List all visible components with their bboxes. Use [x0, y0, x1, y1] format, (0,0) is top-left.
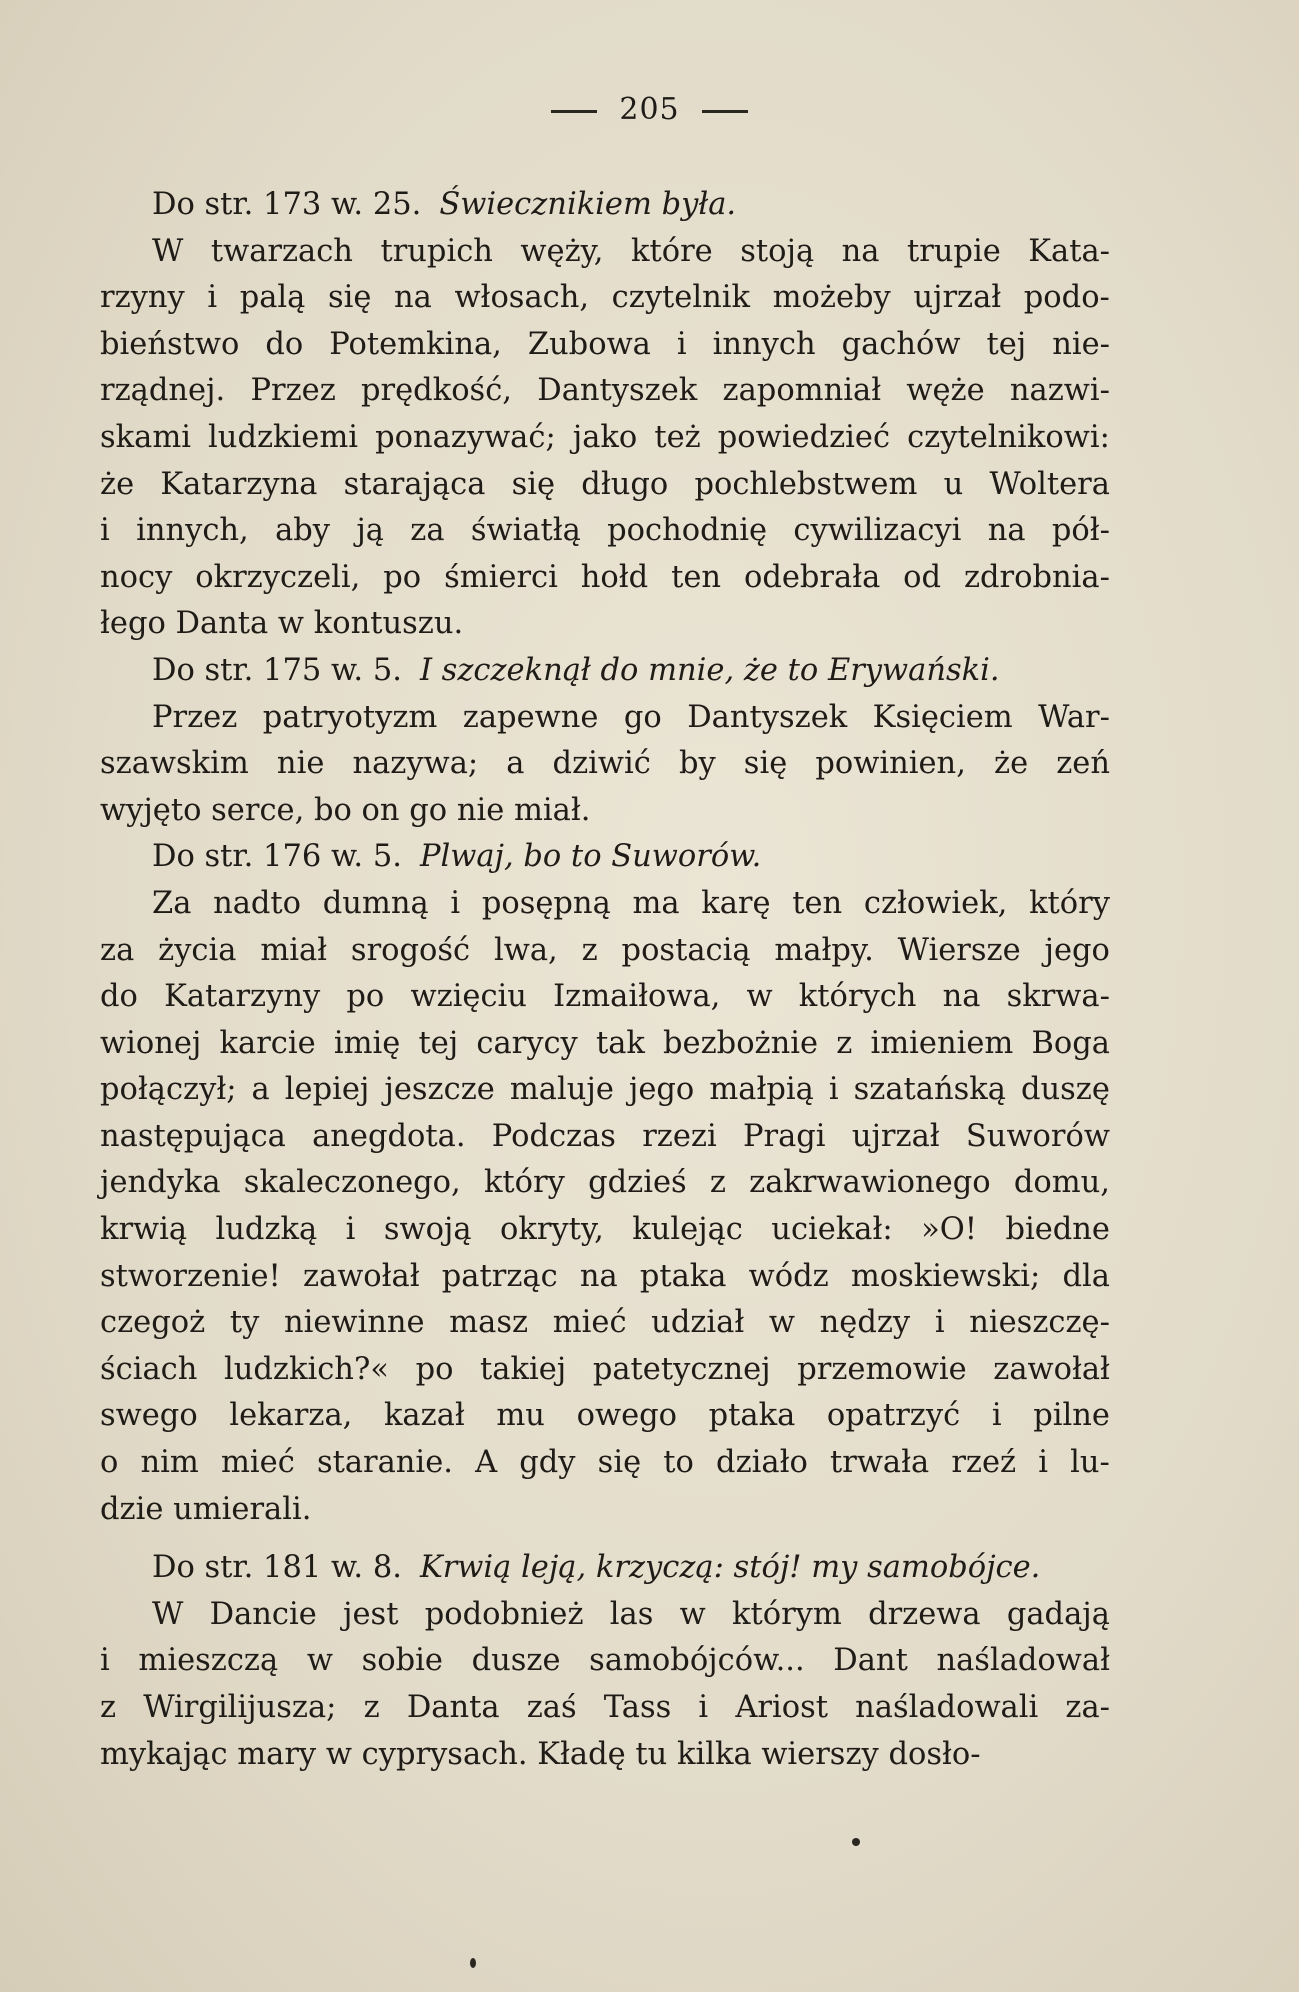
text-line: Przez patryotyzm zapewne go Dantyszek Księciem War- [152, 699, 1110, 735]
note-heading [100, 648, 1110, 695]
note-reference: Do str. 173 w. 25. [152, 187, 422, 222]
text-line: swego lekarza, kazał mu owego ptaka opatrzyć i pilne [100, 1398, 1110, 1434]
paragraph [100, 229, 1110, 648]
note-quotation: I szczeknął do mnie, że to Erywański. [419, 652, 1000, 688]
text-line: następująca anegdota. Podczas rzezi Pragi ujrzał Suworów [100, 1118, 1110, 1154]
paragraph-gap [100, 1533, 1110, 1545]
text-line: Za nadto dumną i posępną ma karę ten człowiek, który [152, 885, 1110, 921]
note-quotation: Krwią leją, krzyczą: stój! my samobójce. [419, 1550, 1041, 1586]
page-number-value: 205 [619, 92, 680, 127]
text-line: o nim mieć staranie. A gdy się to działo trwała rzeź i lu- [100, 1445, 1110, 1481]
body-text [100, 182, 1110, 1778]
text-line: rzyny i palą się na włosach, czytelnik możeby ujrzał podo- [100, 280, 1110, 316]
text-line: że Katarzyna starająca się długo pochlebstwem u Woltera [100, 466, 1110, 502]
note-heading [100, 834, 1110, 881]
page-number-dash-right [702, 110, 748, 113]
text-line: łego Danta w kontuszu. [100, 606, 464, 642]
speck [470, 1958, 476, 1968]
text-line: połączył; a lepiej jeszcze maluje jego małpią i szatańską duszę [100, 1072, 1110, 1108]
note-reference: Do str. 175 w. 5. [152, 652, 402, 688]
note-reference: Do str. 181 w. 8. [152, 1550, 402, 1586]
note-reference: Do str. 176 w. 5. [152, 839, 402, 875]
text-line: stworzenie! zawołał patrząc na ptaka wódz moskiewski; dla [100, 1258, 1110, 1294]
text-line: szawskim nie nazywa; a dziwić by się powinien, że zeń [100, 746, 1110, 782]
paragraph [100, 695, 1110, 835]
text-line: jendyka skaleczonego, który gdzieś z zakrwawionego domu, [100, 1165, 1110, 1201]
text-line: bieństwo do Potemkina, Zubowa i innych gachów tej nie- [100, 326, 1110, 362]
paragraph [100, 1592, 1110, 1778]
note-quotation: Świecznikiem była. [439, 187, 737, 222]
speck [852, 1838, 860, 1846]
text-line: i mieszczą w sobie dusze samobójców... Dant naśladował [100, 1643, 1110, 1679]
page-number-dash-left [551, 110, 597, 113]
note-heading [100, 182, 1110, 229]
text-line: ściach ludzkich?« po takiej patetycznej przemowie zawołał [100, 1351, 1110, 1387]
text-line: czegoż ty niewinne masz mieć udział w nędzy i nieszczę- [100, 1305, 1110, 1341]
text-line: skami ludzkiemi ponazywać; jako też powiedzieć czytelnikowi: [100, 419, 1110, 455]
text-line: dzie umierali. [100, 1491, 312, 1527]
page-number [0, 92, 1299, 127]
text-line: za życia miał srogość lwa, z postacią małpy. Wiersze jego [100, 932, 1110, 968]
paragraph [100, 881, 1110, 1533]
text-line: krwią ludzką i swoją okryty, kulejąc uciekał: »O! biedne [100, 1212, 1110, 1248]
text-line: wionej karcie imię tej carycy tak bezbożnie z imieniem Boga [100, 1025, 1110, 1061]
text-line: W Dancie jest podobnież las w którym drzewa gadają [152, 1596, 1110, 1632]
text-line: i innych, aby ją za światłą pochodnię cywilizacyi na pół- [100, 513, 1110, 549]
text-line: rządnej. Przez prędkość, Dantyszek zapomniał węże nazwi- [100, 373, 1110, 409]
text-line: mykając mary w cyprysach. Kładę tu kilka wierszy dosło- [100, 1736, 981, 1772]
text-line: wyjęto serce, bo on go nie miał. [100, 792, 591, 828]
text-line: nocy okrzyczeli, po śmierci hołd ten odebrała od zdrobnia- [100, 559, 1110, 595]
text-line: W twarzach trupich węży, które stoją na trupie Kata- [152, 233, 1110, 269]
text-line: do Katarzyny po wzięciu Izmaiłowa, w których na skrwa- [100, 979, 1110, 1015]
note-heading [100, 1545, 1110, 1592]
note-quotation: Plwaj, bo to Suworów. [419, 839, 762, 875]
text-line: z Wirgilijusza; z Danta zaś Tass i Ariost naśladowali za- [100, 1690, 1110, 1725]
